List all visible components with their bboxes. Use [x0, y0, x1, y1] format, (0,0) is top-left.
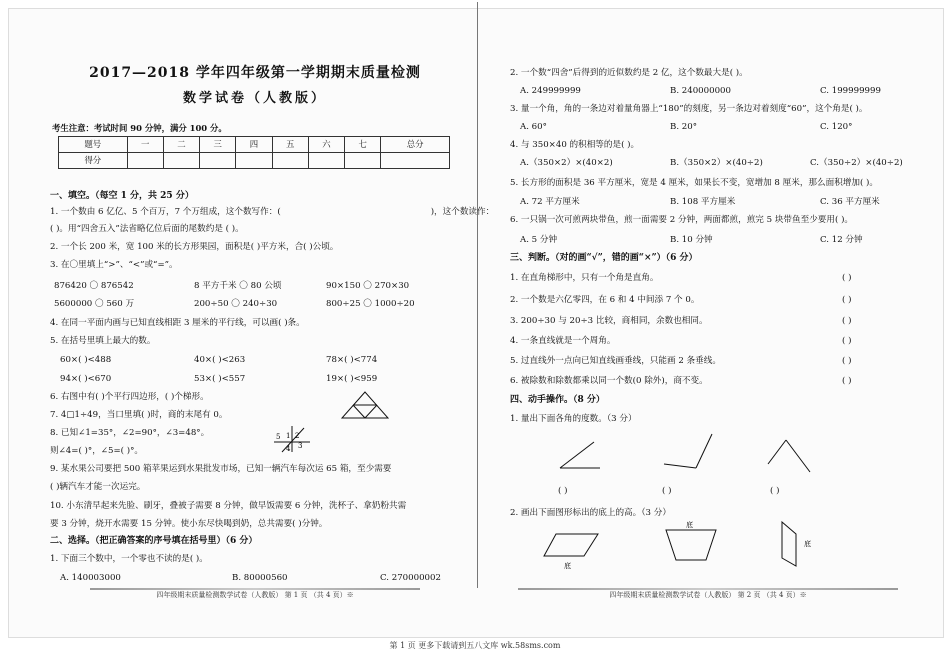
- score-row-label: 得分: [59, 153, 128, 169]
- s1-q5-item: 94×( )<670: [60, 374, 112, 384]
- angle-ray: [786, 440, 810, 472]
- right-footer: [518, 588, 898, 599]
- score-table-header-row: [59, 137, 450, 153]
- s4-angle-paren[interactable]: ( ): [770, 486, 780, 496]
- s1-q5-item: 40×( )<263: [194, 355, 246, 365]
- score-input-cell[interactable]: [127, 153, 163, 169]
- s4-q1: 1. 量出下面各角的度数。（3 分）: [510, 414, 637, 424]
- right-trapezoid-shape: [774, 518, 824, 568]
- inner-line: [353, 405, 365, 418]
- s1-q3-item: 876420 〇 876542: [54, 281, 134, 291]
- parallelogram: [544, 534, 598, 556]
- s3-answer-paren[interactable]: ( ): [842, 316, 852, 326]
- s2-q3-option: B. 20°: [670, 122, 698, 132]
- score-header-cell: 七: [345, 137, 381, 153]
- s2-q3-option: A. 60°: [520, 122, 547, 132]
- s2-q3: 3. 量一个角，角的一条边对着量角器上“180”的刻度，另一条边对着刻度“60”，这个角是( )。: [510, 104, 868, 114]
- section2-heading: 二、选择。（把正确答案的序号填在括号里）（6 分）: [50, 536, 258, 546]
- score-table-score-row: [59, 153, 450, 169]
- left-footer-text: 四年级期末质量检测数学试卷（人教版） 第 1 页 （共 4 页）※: [156, 591, 354, 599]
- score-input-cell[interactable]: [381, 153, 450, 169]
- score-input-cell[interactable]: [163, 153, 199, 169]
- angle-ray: [664, 464, 696, 468]
- angle-ray: [768, 440, 786, 464]
- s2-q5-option: C. 36 平方厘米: [820, 197, 880, 207]
- s1-q6: 6. 右图中有( )个平行四边形，( )个梯形。: [50, 392, 209, 402]
- angle-label: 4: [286, 445, 291, 453]
- angle-ray: [696, 434, 712, 468]
- trapezoid: [666, 530, 716, 560]
- parallelogram-shape: [542, 528, 602, 572]
- footer-wave: [518, 588, 898, 590]
- score-header-cell: 总分: [381, 137, 450, 153]
- score-input-cell[interactable]: [272, 153, 308, 169]
- s2-q5: 5. 长方形的面积是 36 平方厘米，宽是 4 厘米，如果长不变，宽增加 8 厘米，那么面积增加( )。: [510, 178, 879, 188]
- s1-q3-item: 8 平方千米 〇 80 公顷: [194, 281, 282, 291]
- s2-q4-option: B.（350×2）×(40÷2): [670, 158, 763, 168]
- s1-q9b: ( )辆汽车才能一次运完。: [50, 482, 146, 492]
- s3-item: 1. 在直角梯形中，只有一个角是直角。: [510, 273, 659, 283]
- angle-label: 5: [276, 433, 281, 441]
- s4-q2: 2. 画出下面图形标出的底上的高。（3 分）: [510, 508, 671, 518]
- s2-q2-option: A. 249999999: [520, 86, 581, 96]
- angle-ray: [560, 442, 594, 468]
- base-label: 底: [686, 521, 693, 529]
- score-input-cell[interactable]: [345, 153, 381, 169]
- s1-q10a: 10. 小东清早起来先脸、刷牙，叠被子需要 8 分钟，做早饭需要 6 分钟，洗杯子、拿奶粉共需: [50, 501, 407, 511]
- s1-q5-item: 19×( )<959: [326, 374, 378, 384]
- base-label: 底: [564, 562, 571, 570]
- s3-item: 4. 一条直线就是一个周角。: [510, 336, 616, 346]
- s1-q5-item: 78×( )<774: [326, 355, 378, 365]
- exam-title: 2017—2018 学年四年级第一学期期末质量检测: [89, 65, 421, 81]
- angle-drawing-2: [660, 432, 720, 476]
- angle-figure: [272, 424, 312, 454]
- s1-q5-item: 60×( )<488: [60, 355, 112, 365]
- s3-answer-paren[interactable]: ( ): [842, 356, 852, 366]
- s2-q6-option: A. 5 分钟: [520, 235, 558, 245]
- s1-q3-item: 90×150 〇 270×30: [326, 281, 410, 291]
- angle-drawing-3: [764, 436, 824, 480]
- base-label: 底: [804, 540, 811, 548]
- score-table: [58, 136, 450, 169]
- exam-subtitle: 数学试卷（人教版）: [182, 91, 327, 106]
- s2-q4-option: A.（350×2）×(40×2): [520, 158, 613, 168]
- trapezoid: [782, 522, 796, 566]
- s3-answer-paren[interactable]: ( ): [842, 273, 852, 283]
- s3-item: 3. 200÷30 与 20÷3 比较，商相同，余数也相同。: [510, 316, 708, 326]
- s4-angle-paren[interactable]: ( ): [558, 486, 568, 496]
- s2-q3-option: C. 120°: [820, 122, 853, 132]
- section3-heading: 三、判断。（对的画“√”，错的画“×”）（6 分）: [510, 253, 698, 263]
- s1-q10b: 要 3 分钟，烧开水需要 15 分钟。使小东尽快喝到奶，总共需要( )分钟。: [50, 519, 328, 529]
- download-credit: 第 1 页 更多下载请到五八文库 wk.58sms.com: [389, 641, 561, 650]
- angle-label: 1: [286, 432, 291, 440]
- score-header-cell: 三: [200, 137, 236, 153]
- triangle-figure: [340, 390, 390, 420]
- s2-q4-option: C.（350÷2）×(40÷2): [810, 158, 903, 168]
- s3-item: 6. 被除数和除数都乘以同一个数(0 除外)，商不变。: [510, 376, 708, 386]
- footer-wave: [90, 588, 420, 590]
- score-input-cell[interactable]: [200, 153, 236, 169]
- score-input-cell[interactable]: [236, 153, 272, 169]
- inner-line: [365, 405, 377, 418]
- s2-q1-option: B. 80000560: [232, 573, 288, 583]
- s1-q1-line2: ( )。用“四舍五入”法省略亿位后面的尾数约是 ( )。: [50, 224, 244, 234]
- s1-q3-item: 200÷50 〇 240÷30: [194, 299, 278, 309]
- s1-q2: 2. 一个长 200 米，宽 100 米的长方形果园，面积是( )平方米，合( )公顷。: [50, 242, 339, 252]
- s1-q3: 3. 在〇里填上“>”、“<”或“=”。: [50, 260, 178, 270]
- s2-q5-option: B. 108 平方厘米: [670, 197, 736, 207]
- score-header-cell: 四: [236, 137, 272, 153]
- left-footer: [90, 588, 420, 599]
- angle-drawing-1: [558, 436, 608, 476]
- s2-q2-option: C. 199999999: [820, 86, 881, 96]
- s2-q1-option: A. 140003000: [60, 573, 121, 583]
- angle-label: 3: [298, 442, 303, 450]
- s1-q7: 7. 4□1÷49，当口里填( )时，商的末尾有 0。: [50, 410, 228, 420]
- score-header-cell: 二: [163, 137, 199, 153]
- s1-q9a: 9. 某水果公司要把 500 箱苹果运到水果批发市场，已知一辆汽车每次运 65 箱，至少需要: [50, 464, 392, 474]
- s1-q8a: 8. 已知∠1=35°，∠2=90°，∠3=48°。: [50, 428, 210, 438]
- score-header-cell: 五: [272, 137, 308, 153]
- score-input-cell[interactable]: [308, 153, 344, 169]
- s2-q6-option: B. 10 分钟: [670, 235, 713, 245]
- angle-label: 2: [295, 432, 300, 440]
- s1-q1a-end: )，这个数读作：: [430, 207, 495, 217]
- s1-q5: 5. 在括号里填上最大的数。: [50, 336, 156, 346]
- score-header-cell: 六: [308, 137, 344, 153]
- s1-q1a-text: 1. 一个数由 6 亿亿、5 个百万，7 个万组成，这个数写作：(: [50, 207, 281, 217]
- s1-q3-item: 5600000 〇 560 万: [54, 299, 135, 309]
- s3-answer-paren[interactable]: ( ): [842, 336, 852, 346]
- s2-q6: 6. 一只锅一次可煎两块带鱼，煎一面需要 2 分钟，两面都煎，煎完 5 块带鱼至少要用( )。: [510, 215, 854, 225]
- s3-item: 2. 一个数是六亿零四，在 6 和 4 中间添 7 个 0。: [510, 295, 700, 305]
- s4-angle-paren[interactable]: ( ): [662, 486, 672, 496]
- s2-q2: 2. 一个数“四舍”后得到的近似数约是 2 亿，这个数最大是( )。: [510, 68, 748, 78]
- page-divider: [477, 2, 478, 588]
- s3-answer-paren[interactable]: ( ): [842, 376, 852, 386]
- s3-item: 5. 过直线外一点向已知直线画垂线，只能画 2 条垂线。: [510, 356, 721, 366]
- trapezoid-shape: [662, 520, 722, 564]
- section4-heading: 四、动手操作。（8 分）: [510, 395, 605, 405]
- exam-notice: 考生注意：考试时间 90 分钟，满分 100 分。: [52, 123, 227, 133]
- score-header-cell: 题号: [59, 137, 128, 153]
- s1-q3-item: 800÷25 〇 1000÷20: [326, 299, 415, 309]
- s2-q1: 1. 下面三个数中，一个零也不读的是( )。: [50, 554, 208, 564]
- s2-q2-option: B. 240000000: [670, 86, 731, 96]
- s2-q1-option: C. 270000002: [380, 573, 441, 583]
- s2-q6-option: C. 12 分钟: [820, 235, 863, 245]
- s1-q4: 4. 在同一平面内画与已知直线相距 3 厘米的平行线，可以画( )条。: [50, 318, 305, 328]
- score-header-cell: 一: [127, 137, 163, 153]
- right-footer-text: 四年级期末质量检测数学试卷（人教版） 第 2 页 （共 4 页）※: [609, 591, 807, 599]
- s1-q5-item: 53×( )<557: [194, 374, 246, 384]
- s1-q8b: 则∠4=( )°，∠5=( )°。: [50, 446, 143, 456]
- s1-q1-line1: [50, 207, 494, 218]
- section1-heading: 一、填空。（每空 1 分，共 25 分）: [50, 191, 194, 201]
- s2-q5-option: A. 72 平方厘米: [520, 197, 580, 207]
- s3-answer-paren[interactable]: ( ): [842, 295, 852, 305]
- s2-q4: 4. 与 350×40 的积相等的是( )。: [510, 140, 640, 150]
